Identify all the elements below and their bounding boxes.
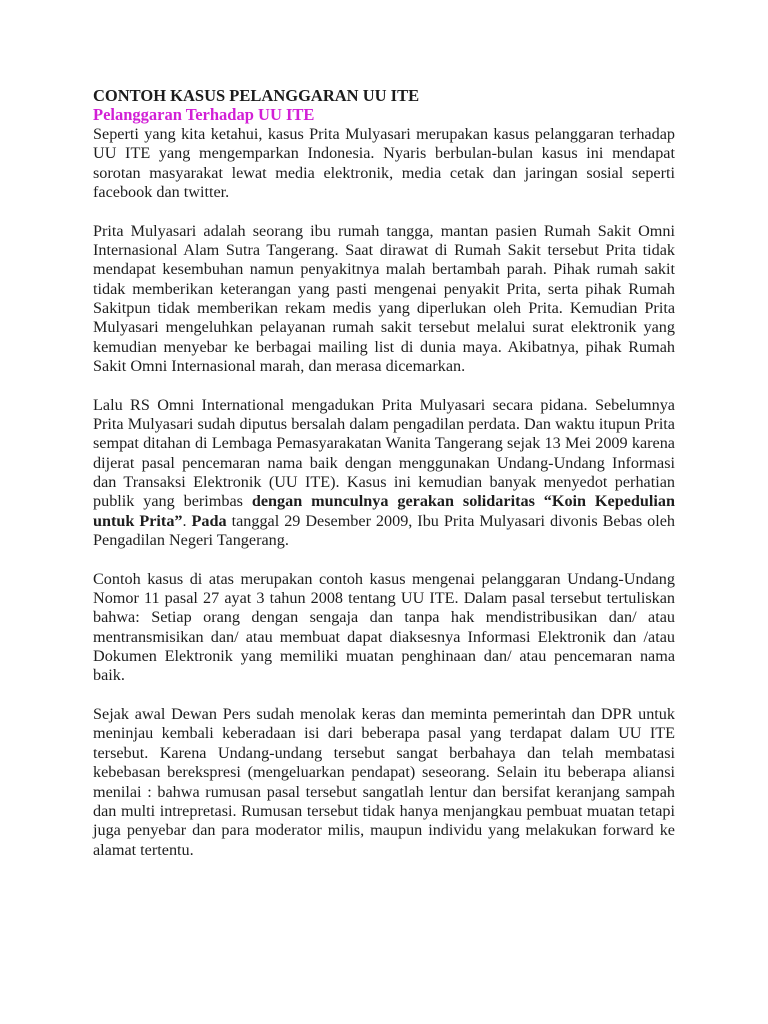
document-title: CONTOH KASUS PELANGGARAN UU ITE	[93, 86, 420, 105]
paragraph-lawsuit-separator: .	[182, 511, 192, 530]
paragraph-lawsuit-text: Lalu RS Omni International mengadukan Prita Mulyasari secara pidana. Sebelumnya Prita Mulyasari sudah diputus bersalah dalam pengadilan perdata. Dan waktu itupun Prita sempat ditahan di Lembaga Pemasyarakatan Wanita Tangerang sejak 13 Mei 2009 karena dijerat pasal pencemaran nama baik dengan menggunakan Undang-Undang Informasi dan Transaksi Elektronik (UU ITE). Kasus ini kemudian banyak menyedot perhatian publik yang berimbas	[93, 395, 675, 511]
paragraph-intro: Seperti yang kita ketahui, kasus Prita Mulyasari merupakan kasus pelanggaran terhadap UU ITE yang mengemparkan Indonesia. Nyaris berbulan-bulan kasus ini mendapat sorotan masyarakat lewat media elektronik, media cetak dan jaringan sosial seperti facebook dan twitter.	[93, 124, 675, 201]
paragraph-law-article: Contoh kasus di atas merupakan contoh kasus mengenai pelanggaran Undang-Undang Nomor 11 pasal 27 ayat 3 tahun 2008 tentang UU ITE. Dalam pasal tersebut tertuliskan bahwa: Setiap orang dengan sengaja dan tanpa hak mendistribusikan dan/ atau mentransmisikan dan/ atau membuat dapat diaksesnya Informasi Elektronik dan /atau Dokumen Elektronik yang memiliki muatan penghinaan dan/ atau pencemaran nama baik.	[93, 569, 675, 685]
solidarity-movement-text: dengan munculnya gerakan solidaritas “Koin Kepedulian untuk Prita”	[93, 492, 675, 530]
paragraph-lawsuit	[93, 396, 675, 551]
document-page	[93, 86, 675, 879]
paragraph-press-council: Sejak awal Dewan Pers sudah menolak keras dan meminta pemerintah dan DPR untuk meninjau kembali keberadaan isi dari beberapa pasal yang terdapat dalam UU ITE tersebut. Karena Undang-undang tersebut sangat berbahaya dan telah membatasi kebebasan berekspresi (mengeluarkan pendapat) seseorang. Selain itu beberapa aliansi menilai : bahwa rumusan pasal tersebut sangatlah lentur dan bersifat keranjang sampah dan multi intrepretasi. Rumusan tersebut tidak hanya menjangkau pembuat muatan tetapi juga penyebar dan para moderator milis, maupun individu yang melakukan forward ke alamat tertentu.	[93, 705, 675, 859]
paragraph-prita-background: Prita Mulyasari adalah seorang ibu rumah tangga, mantan pasien Rumah Sakit Omni Internasional Alam Sutra Tangerang. Saat dirawat di Rumah Sakit tersebut Prita tidak mendapat kesembuhan namun penyakitnya malah bertambah parah. Pihak rumah sakit tidak memberikan keterangan yang pasti mengenai penyakit Prita, serta pihak Rumah Sakitpun tidak memberikan rekam medis yang diperlukan oleh Prita. Kemudian Prita Mulyasari mengeluhkan pelayanan rumah sakit tersebut melalui surat elektronik yang kemudian menyebar ke berbagai mailing list di dunia maya. Akibatnya, pihak Rumah Sakit Omni Internasional marah, dan merasa dicemarkan.	[93, 221, 675, 375]
paragraph-lawsuit-bold-word: Pada	[191, 511, 227, 530]
document-subtitle: Pelanggaran Terhadap UU ITE	[93, 105, 315, 125]
paragraph-lawsuit-verdict: tanggal 29 Desember 2009, Ibu Prita Mulyasari divonis Bebas oleh Pengadilan Negeri Tangerang.	[93, 511, 675, 550]
